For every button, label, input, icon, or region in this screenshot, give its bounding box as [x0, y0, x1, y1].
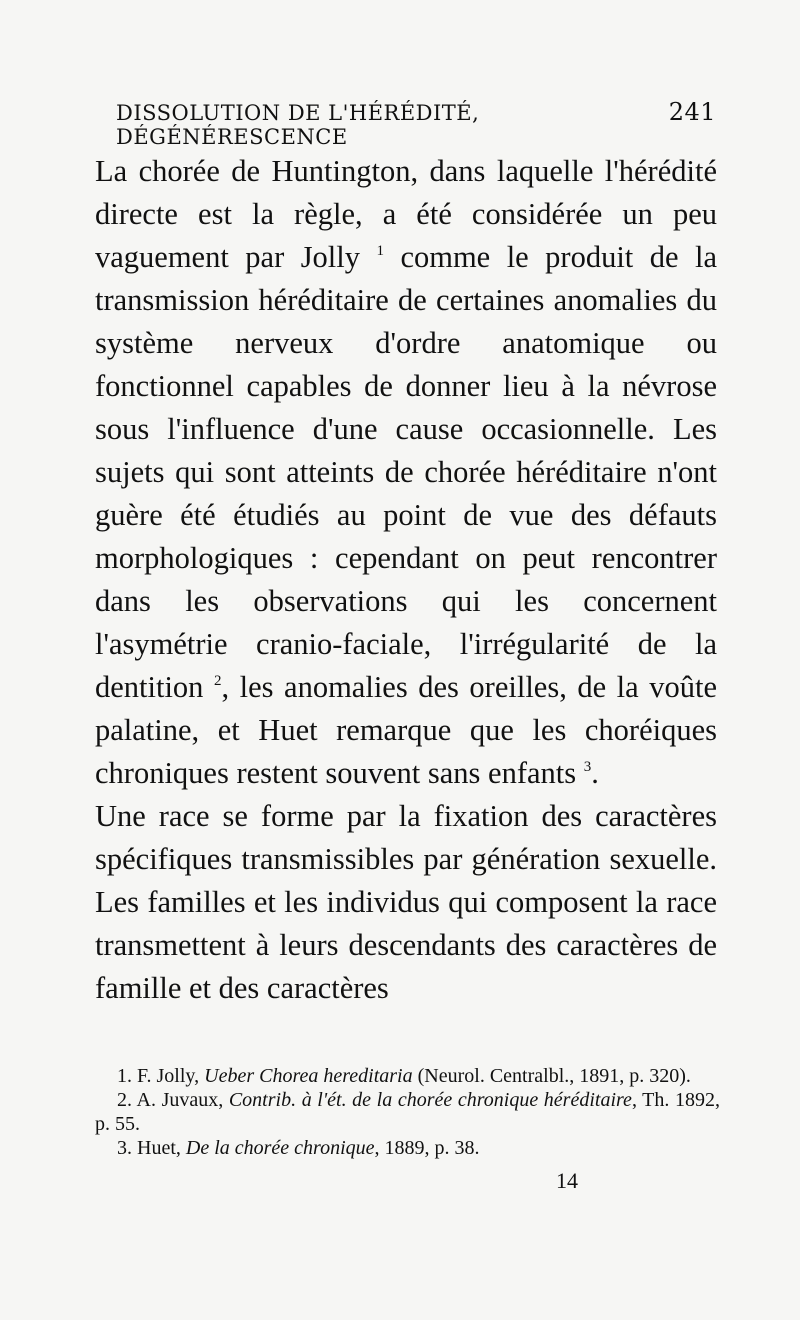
footnote-ref-1: 1: [376, 243, 384, 259]
footnote-ref-2: 2: [213, 673, 222, 689]
footnote-title: De la chorée chronique: [185, 1137, 375, 1159]
footnote-author: Huet,: [137, 1137, 186, 1159]
text-run: comme le produit de la transmission héréditaire de certaines anomalies du système nerveux d'ordre anatomique ou fonctionnel capables de donner lieu à la névrose sous l'influence d'une cause occasionnelle. Les sujets qui sont atteints de chorée héréditaire n'ont guère été étudiés au point de vue des défauts morphologiques : cependant on peut rencontrer dans les observations qui les concernent l'asymétrie cranio-faciale, l'irrégularité de la dentition: [95, 240, 718, 704]
footnote-3: [95, 1136, 720, 1160]
footnote-author: F. Jolly,: [137, 1065, 205, 1087]
footnote-title: Contrib. à l'ét. de la chorée chronique héréditaire: [228, 1089, 632, 1111]
page-number: 241: [668, 98, 716, 126]
footnote-number: 1.: [117, 1065, 132, 1087]
footnote-author: A. Juvaux,: [136, 1089, 229, 1111]
footnote-details: (Neurol. Centralbl., 1891, p. 320).: [412, 1065, 691, 1087]
running-head: [116, 98, 716, 149]
paragraph-1: [95, 150, 717, 795]
footnote-1: [95, 1064, 720, 1088]
footnote-2: [95, 1088, 720, 1136]
footnote-number: 3.: [117, 1137, 132, 1159]
text-run: .: [591, 756, 599, 790]
footnote-title: Ueber Chorea hereditaria: [204, 1065, 413, 1087]
main-text: [95, 150, 717, 1010]
running-head-title: DISSOLUTION DE L'HÉRÉDITÉ, DÉGÉNÉRESCENCE: [116, 101, 480, 149]
footnote-number: 2.: [117, 1089, 132, 1111]
footnote-details: , Th. 1892, p. 55.: [95, 1089, 721, 1135]
footnote-details: , 1889, p. 38.: [374, 1137, 480, 1159]
paragraph-2: Une race se forme par la fixation des caractères spécifiques transmissibles par génération sexuelle. Les familles et les individus qui composent la race transmettent à leurs descendants des caractères de famille et des caractères: [95, 799, 717, 1005]
text-run: La chorée de Huntington, dans laquelle l'hérédité directe est la règle, a été considérée un peu vaguement par Jolly: [95, 154, 717, 274]
footnotes: [95, 1064, 720, 1160]
footnote-ref-3: 3: [583, 759, 592, 775]
signature-mark: 14: [556, 1168, 578, 1193]
text-run: , les anomalies des oreilles, de la voûte palatine, et Huet remarque que les choréiques chroniques restent souvent sans enfants: [95, 670, 717, 790]
